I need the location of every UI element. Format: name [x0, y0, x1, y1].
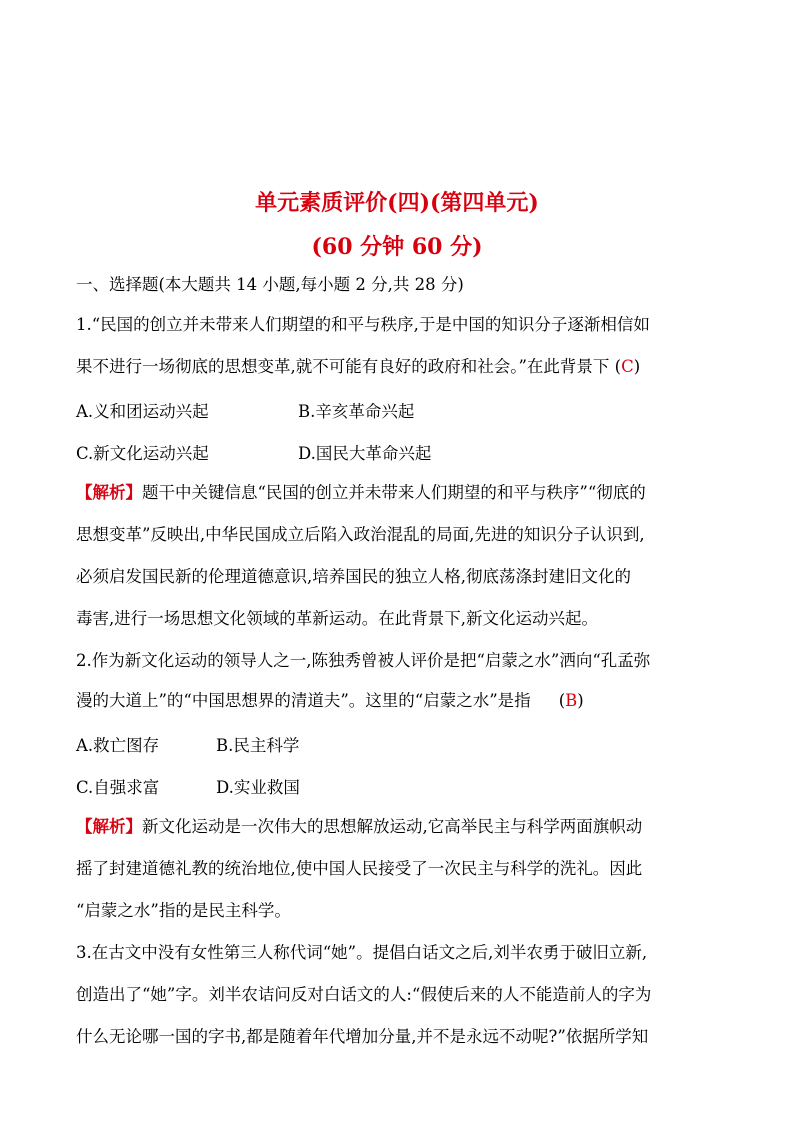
page-title: 单元素质评价(四)(第四单元) [255, 190, 539, 216]
question-2-option-c: C.自强求富 [76, 778, 160, 797]
question-2-open: ( [558, 691, 566, 710]
question-1-analysis-line-2: 思想变革”反映出,中华民国成立后陷入政治混乱的局面,先进的知识分子认识到, [76, 525, 645, 544]
question-2-analysis-line-2: 摇了封建道德礼教的统治地位,使中国人民接受了一次民主与科学的洗礼。因此 [76, 859, 643, 878]
question-1-close: ) [633, 357, 641, 376]
question-2-option-b: B.民主科学 [216, 736, 300, 755]
question-1-option-d: D.国民大革命兴起 [298, 444, 432, 463]
question-1-analysis-line-4: 毒害,进行一场思想文化领域的革新运动。在此背景下,新文化运动兴起。 [76, 609, 598, 628]
question-1-option-a: A.义和团运动兴起 [76, 402, 209, 421]
question-2-line-1: 2.作为新文化运动的领导人之一,陈独秀曾被人评价是把“启蒙之水”洒向“孔孟弥 [76, 651, 651, 670]
question-1-analysis-label: 【解析】 [76, 483, 142, 502]
question-2-text: 漫的大道上”的“中国思想界的清道夫”。这里的“启蒙之水”是指 [76, 691, 531, 710]
question-1-analysis-line-1 [76, 482, 718, 504]
question-3-line-2: 创造出了“她”字。刘半农诘问反对白话文的人:“假使后来的人不能造前人的字为 [76, 985, 652, 1004]
question-1-line-1: 1.“民国的创立并未带来人们期望的和平与秩序,于是中国的知识分子逐渐相信如 [76, 315, 650, 334]
question-2-analysis-line-1 [76, 816, 718, 838]
question-1-option-c: C.新文化运动兴起 [76, 444, 209, 463]
question-2-close: ) [577, 691, 584, 710]
question-2-answer: B [565, 691, 578, 710]
question-3-line-3: 什么无论哪一国的字书,都是随着年代增加分量,并不是永远不动呢?”依据所学知 [76, 1027, 649, 1046]
question-2-analysis-line-3: “启蒙之水”指的是民主科学。 [76, 901, 291, 920]
question-2-option-a: A.救亡图存 [76, 736, 160, 755]
question-2-analysis-label: 【解析】 [76, 817, 142, 836]
question-3-line-1: 3.在古文中没有女性第三人称代词“她”。提倡白话文之后,刘半农勇于破旧立新, [76, 943, 648, 962]
question-2-option-d: D.实业救国 [216, 778, 300, 797]
question-2-line-2 [76, 690, 718, 712]
question-1-option-b: B.辛亥革命兴起 [298, 402, 415, 421]
question-1-analysis-text: 题干中关键信息“民国的创立并未带来人们期望的和平与秩序”“彻底的 [142, 483, 646, 502]
question-1-analysis-line-3: 必须启发国民新的伦理道德意识,培养国民的独立人格,彻底荡涤封建旧文化的 [76, 567, 631, 586]
question-1-line-2 [76, 356, 718, 378]
question-1-answer: C [621, 357, 634, 376]
page-subtitle: (60 分钟 60 分) [311, 234, 483, 260]
section-heading: 一、选择题(本大题共 14 小题,每小题 2 分,共 28 分) [76, 275, 464, 294]
question-1-text: 果不进行一场彻底的思想变革,就不可能有良好的政府和社会。”在此背景下 ( [76, 357, 622, 376]
question-2-analysis-text: 新文化运动是一次伟大的思想解放运动,它高举民主与科学两面旗帜动 [142, 817, 643, 836]
